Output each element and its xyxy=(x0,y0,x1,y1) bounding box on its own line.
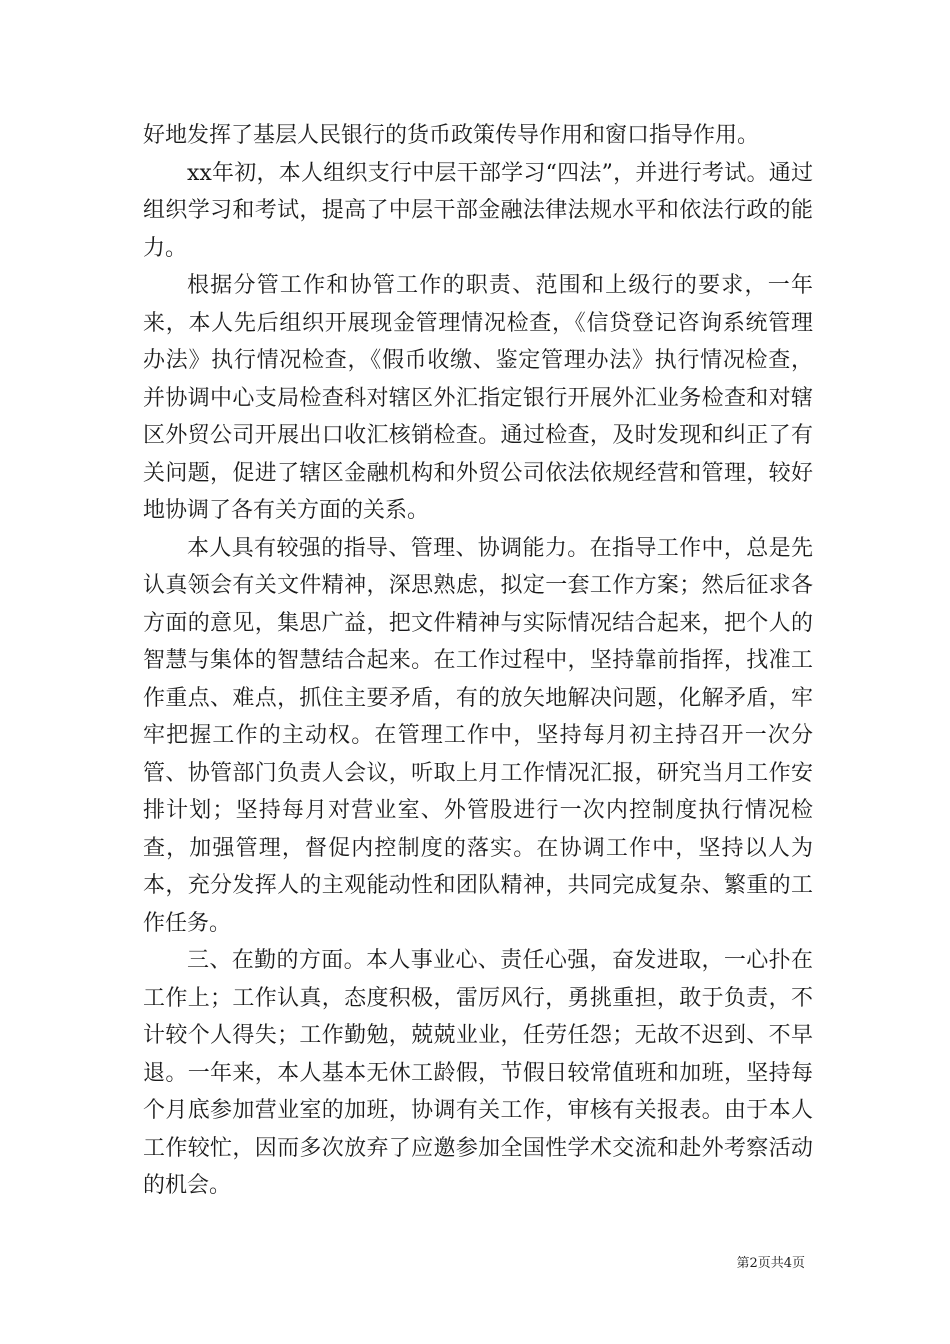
paragraph-4: 本人具有较强的指导、管理、协调能力。在指导工作中，总是先认真领会有关文件精神，深思熟虑，拟定一套工作方案；然后征求各方面的意见，集思广益，把文件精神与实际情况结合起来，把个人的智慧与集体的智慧结合起来。在工作过程中，坚持靠前指挥，找准工作重点、难点，抓住主要矛盾，有的放矢地解决问题，化解矛盾，牢牢把握工作的主动权。在管理工作中，坚持每月初主持召开一次分管、协管部门负责人会议，听取上月工作情况汇报，研究当月工作安排计划；坚持每月对营业室、外管股进行一次内控制度执行情况检查，加强管理，督促内控制度的落实。在协调工作中，坚持以人为本，充分发挥人的主观能动性和团队精神，共同完成复杂、繁重的工作任务。 xyxy=(143,535,813,936)
paragraph-2: xx年初，本人组织支行中层干部学习“四法”，并进行考试。通过组织学习和考试，提高了中层干部金融法律法规水平和依法行政的能力。 xyxy=(143,160,813,261)
page-number: 第2页共4页 xyxy=(736,1256,805,1271)
paragraph-1: 好地发挥了基层人民银行的货币政策传导作用和窗口指导作用。 xyxy=(143,123,760,148)
document-body xyxy=(143,117,813,1205)
paragraph-5: 三、在勤的方面。本人事业心、责任心强，奋发进取，一心扑在工作上；工作认真，态度积极，雷厉风行，勇挑重担，敢于负责，不计较个人得失；工作勤勉，兢兢业业，任劳任怨；无故不迟到、不早退。一年来，本人基本无休工龄假，节假日较常值班和加班，坚持每个月底参加营业室的加班，协调有关工作，审核有关报表。由于本人工作较忙，因而多次放弃了应邀参加全国性学术交流和赴外考察活动的机会。 xyxy=(143,948,813,1198)
paragraph-3: 根据分管工作和协管工作的职责、范围和上级行的要求，一年来，本人先后组织开展现金管理情况检查，《信贷登记咨询系统管理办法》执行情况检查，《假币收缴、鉴定管理办法》执行情况检查，并协调中心支局检查科对辖区外汇指定银行开展外汇业务检查和对辖区外贸公司开展出口收汇核销检查。通过检查，及时发现和纠正了有关问题，促进了辖区金融机构和外贸公司依法依规经营和管理，较好地协调了各有关方面的关系。 xyxy=(143,273,813,523)
